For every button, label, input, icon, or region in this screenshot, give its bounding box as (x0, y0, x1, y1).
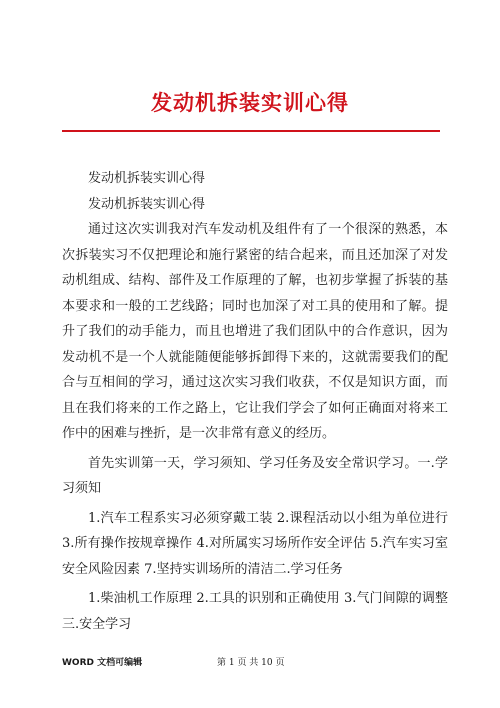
page-title: 发动机拆装实训心得 (151, 90, 349, 115)
paragraph-day-one: 首先实训第一天，学习须知、学习任务及安全常识学习。一.学习须知 (62, 455, 448, 496)
paragraph-rules: 1.汽车工程系实习必须穿戴工装 2.课程活动以小组为单位进行 3.所有操作按规章操作 4.对所属实习场所作安全评估 5.汽车实习室安全风险因素 7.坚持实训场所的清洁二.学习任务 (62, 510, 448, 577)
paragraph-intro: 通过这次实训我对汽车发动机及组件有了一个很深的熟悉，本次拆装实习不仅把理论和施行紧密的结合起来，而且还加深了对发动机组成、结构、部件及工作原理的了解，也初步掌握了拆装的基本要求和一般的工艺线路；同时也加深了对工具的使用和了解。提升了我们的动手能力，而且也增进了我们团队中的合作意识，因为发动机不是一个人就能随便能够拆卸得下来的，这就需要我们的配合与互相间的学习，通过这次实习我们收获，不仅是知识方面，而且在我们将来的工作之路上，它让我们学会了如何正确面对将来工作中的困难与挫折，是一次非常有意义的经历。 (62, 222, 448, 441)
paragraph-heading-2: 发动机拆装实训心得 (88, 196, 206, 212)
document-body (62, 166, 448, 637)
page-footer (62, 656, 448, 670)
paragraph-tasks: 1.柴油机工作原理 2.工具的识别和正确使用 3.气门间隙的调整三.安全学习 (62, 591, 448, 632)
footer-label: WORD 文档可编辑 (62, 658, 143, 668)
paragraph-heading-1: 发动机拆装实训心得 (88, 171, 206, 186)
title-divider (62, 130, 440, 132)
page-number: 第 1 页 共 10 页 (217, 658, 285, 668)
